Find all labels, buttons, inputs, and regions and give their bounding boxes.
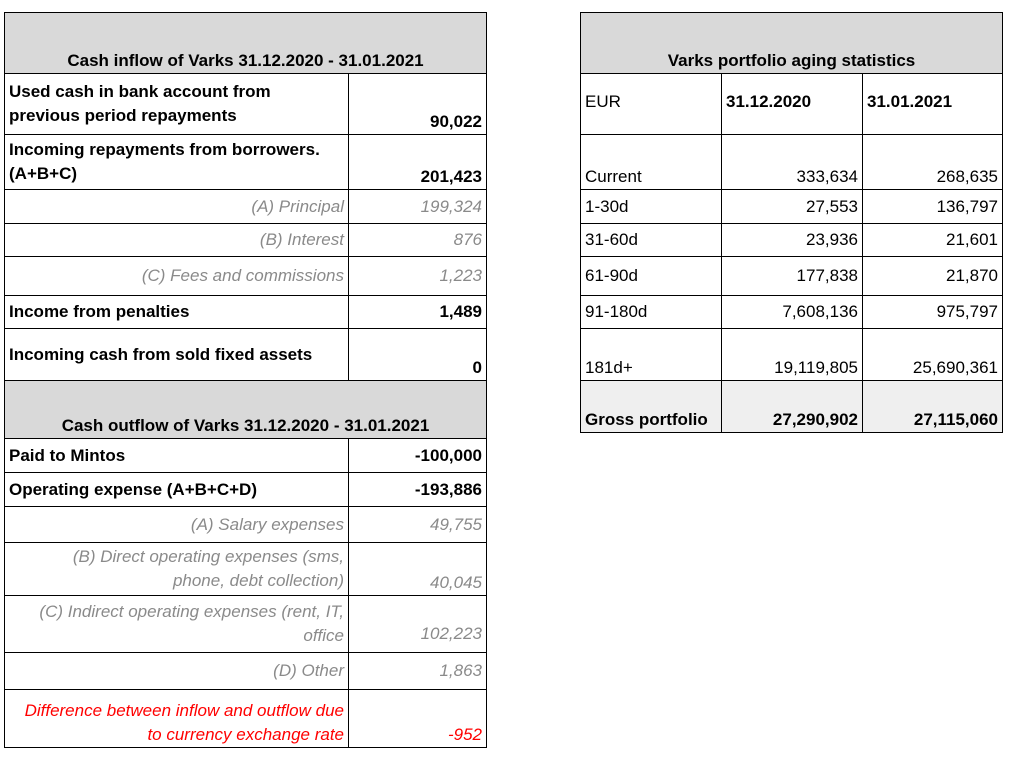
bucket-value-1: 177,838: [722, 257, 863, 296]
row-label: Paid to Mintos: [5, 439, 349, 473]
row-value: -952: [349, 690, 487, 748]
bucket-value-2: 268,635: [863, 135, 1003, 190]
row-value: 40,045: [349, 543, 487, 596]
aging-title: Varks portfolio aging statistics: [581, 13, 1003, 74]
bucket-value-1: 7,608,136: [722, 296, 863, 329]
bucket-value-2: 21,601: [863, 224, 1003, 257]
row-value: 1,863: [349, 653, 487, 690]
inflow-title: Cash inflow of Varks 31.12.2020 - 31.01.2021: [5, 13, 487, 74]
bucket-value-2: 25,690,361: [863, 329, 1003, 381]
table-row: [5, 135, 487, 190]
row-label: Income from penalties: [5, 296, 349, 329]
table-row: [5, 190, 487, 224]
row-label: (B) Direct operating expenses (sms, phone, debt collection): [5, 543, 349, 596]
table-header-row: [581, 74, 1003, 135]
bucket-label: 1-30d: [581, 190, 722, 224]
total-row: [581, 381, 1003, 433]
table-row: [5, 329, 487, 381]
row-label: Operating expense (A+B+C+D): [5, 473, 349, 507]
row-label: Used cash in bank account from previous period repayments: [5, 74, 349, 135]
bucket-label: 91-180d: [581, 296, 722, 329]
row-value: 201,423: [349, 135, 487, 190]
total-value-2: 27,115,060: [863, 381, 1003, 433]
row-value: 102,223: [349, 596, 487, 653]
row-value: 876: [349, 224, 487, 257]
row-label: (A) Principal: [5, 190, 349, 224]
bucket-value-1: 23,936: [722, 224, 863, 257]
bucket-label: 31-60d: [581, 224, 722, 257]
bucket-value-2: 136,797: [863, 190, 1003, 224]
table-row: [5, 690, 487, 748]
row-label: (C) Indirect operating expenses (rent, IT, office: [5, 596, 349, 653]
row-label: (C) Fees and commissions: [5, 257, 349, 296]
row-label: Incoming cash from sold fixed assets: [5, 329, 349, 381]
table-row: [5, 596, 487, 653]
row-value: 1,489: [349, 296, 487, 329]
table-row: [581, 329, 1003, 381]
table-row: [581, 224, 1003, 257]
row-value: 90,022: [349, 74, 487, 135]
bucket-value-1: 27,553: [722, 190, 863, 224]
row-label: (A) Salary expenses: [5, 507, 349, 543]
row-label: (D) Other: [5, 653, 349, 690]
row-label: (B) Interest: [5, 224, 349, 257]
bucket-value-2: 21,870: [863, 257, 1003, 296]
table-row: [581, 296, 1003, 329]
table-row: [5, 507, 487, 543]
bucket-label: 181d+: [581, 329, 722, 381]
row-value: 0: [349, 329, 487, 381]
table-row: [5, 439, 487, 473]
table-row: [581, 190, 1003, 224]
cash-flow-table: [4, 12, 487, 748]
outflow-title: Cash outflow of Varks 31.12.2020 - 31.01.2021: [5, 381, 487, 439]
total-label: Gross portfolio: [581, 381, 722, 433]
bucket-value-1: 19,119,805: [722, 329, 863, 381]
table-row: [5, 296, 487, 329]
bucket-value-1: 333,634: [722, 135, 863, 190]
table-row: [5, 224, 487, 257]
row-value: 1,223: [349, 257, 487, 296]
date1-header: 31.12.2020: [722, 74, 863, 135]
row-label: Incoming repayments from borrowers. (A+B+C): [5, 135, 349, 190]
row-value: 49,755: [349, 507, 487, 543]
total-value-1: 27,290,902: [722, 381, 863, 433]
row-label: Difference between inflow and outflow due to currency exchange rate: [5, 690, 349, 748]
row-value: -193,886: [349, 473, 487, 507]
bucket-label: 61-90d: [581, 257, 722, 296]
table-row: [5, 257, 487, 296]
row-value: 199,324: [349, 190, 487, 224]
table-row: [581, 257, 1003, 296]
row-value: -100,000: [349, 439, 487, 473]
bucket-label: Current: [581, 135, 722, 190]
bucket-value-2: 975,797: [863, 296, 1003, 329]
table-row: [5, 74, 487, 135]
table-row: [581, 135, 1003, 190]
table-row: [5, 473, 487, 507]
aging-table: [580, 12, 1003, 433]
table-row: [5, 653, 487, 690]
currency-header: EUR: [581, 74, 722, 135]
date2-header: 31.01.2021: [863, 74, 1003, 135]
table-row: [5, 543, 487, 596]
